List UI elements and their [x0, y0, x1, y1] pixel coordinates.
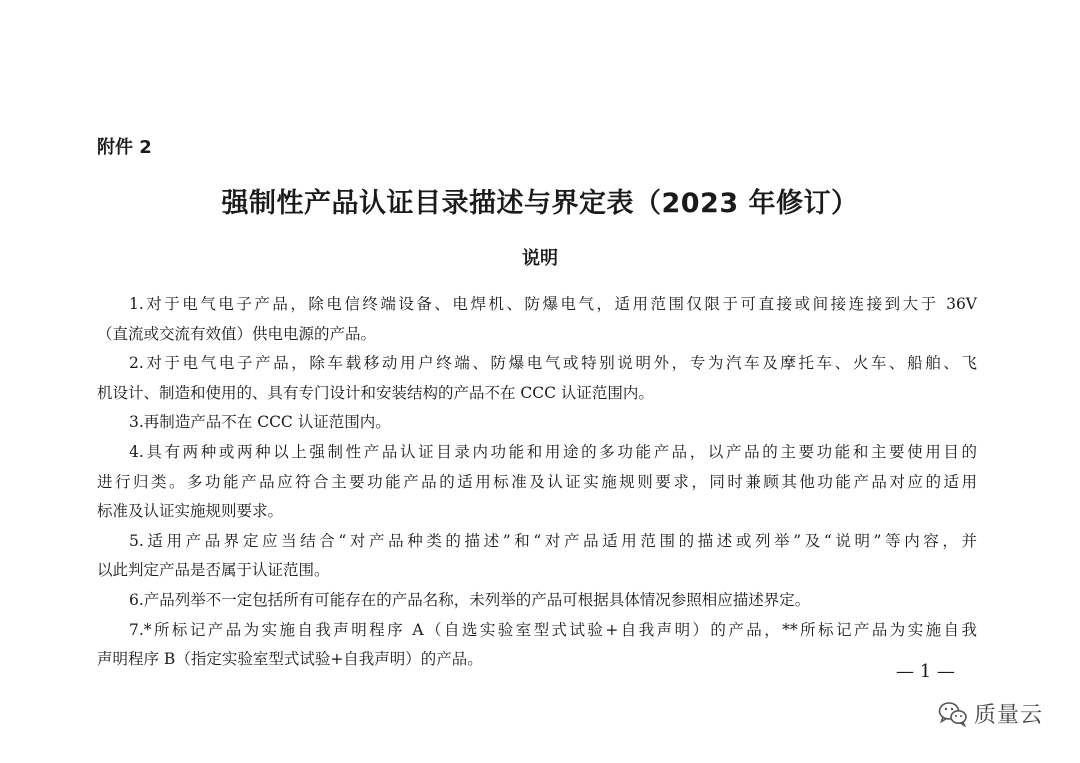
paragraph-line: 2.对于电气电子产品，除车载移动用户终端、防爆电气或特别说明外，专为汽车及摩托车、火车、船舶、飞	[129, 354, 977, 373]
paragraph-line: （直流或交流有效值）供电电源的产品。	[97, 324, 377, 343]
paragraph-line: 3.再制造产品不在 CCC 认证范围内。	[129, 413, 391, 432]
paragraph-line: 以此判定产品是否属于认证范围。	[97, 561, 330, 580]
watermark-text: 质量云	[974, 703, 1044, 728]
page-number: — 1 —	[896, 661, 955, 682]
instructions-body	[97, 290, 977, 675]
section-heading: 说明	[522, 248, 558, 269]
paragraph-line: 标准及认证实施规则要求。	[97, 502, 284, 521]
paragraph-line: 6.产品列举不一定包括所有可能存在的产品名称，未列举的产品可根据具体情况参照相应描述界定。	[129, 590, 811, 609]
wechat-icon	[938, 701, 968, 727]
paragraph-line: 进行归类。多功能产品应符合主要功能产品的适用标准及认证实施规则要求，同时兼顾其他功能产品对应的适用	[97, 472, 977, 491]
paragraph-line: 1.对于电气电子产品，除电信终端设备、电焊机、防爆电气，适用范围仅限于可直接或间接连接到大于 36V	[129, 295, 977, 313]
paragraph-line: 4.具有两种或两种以上强制性产品认证目录内功能和用途的多功能产品，以产品的主要功能和主要使用目的	[129, 442, 977, 461]
page-title: 强制性产品认证目录描述与界定表（2023 年修订）	[221, 188, 859, 219]
paragraph-line: 声明程序 B（指定实验室型式试验+自我声明）的产品。	[97, 650, 483, 669]
watermark	[938, 698, 1043, 729]
paragraph-line: 机设计、制造和使用的、具有专门设计和安装结构的产品不在 CCC 认证范围内。	[97, 383, 654, 402]
paragraph-line: 7.*所标记产品为实施自我声明程序 A（自选实验室型式试验+自我声明）的产品，**所标记产品为实施自我	[129, 620, 977, 639]
attachment-label: 附件 2	[97, 137, 152, 158]
paragraph-line: 5.适用产品界定应当结合“对产品种类的描述”和“对产品适用范围的描述或列举”及“说明”等内容，并	[129, 531, 977, 550]
